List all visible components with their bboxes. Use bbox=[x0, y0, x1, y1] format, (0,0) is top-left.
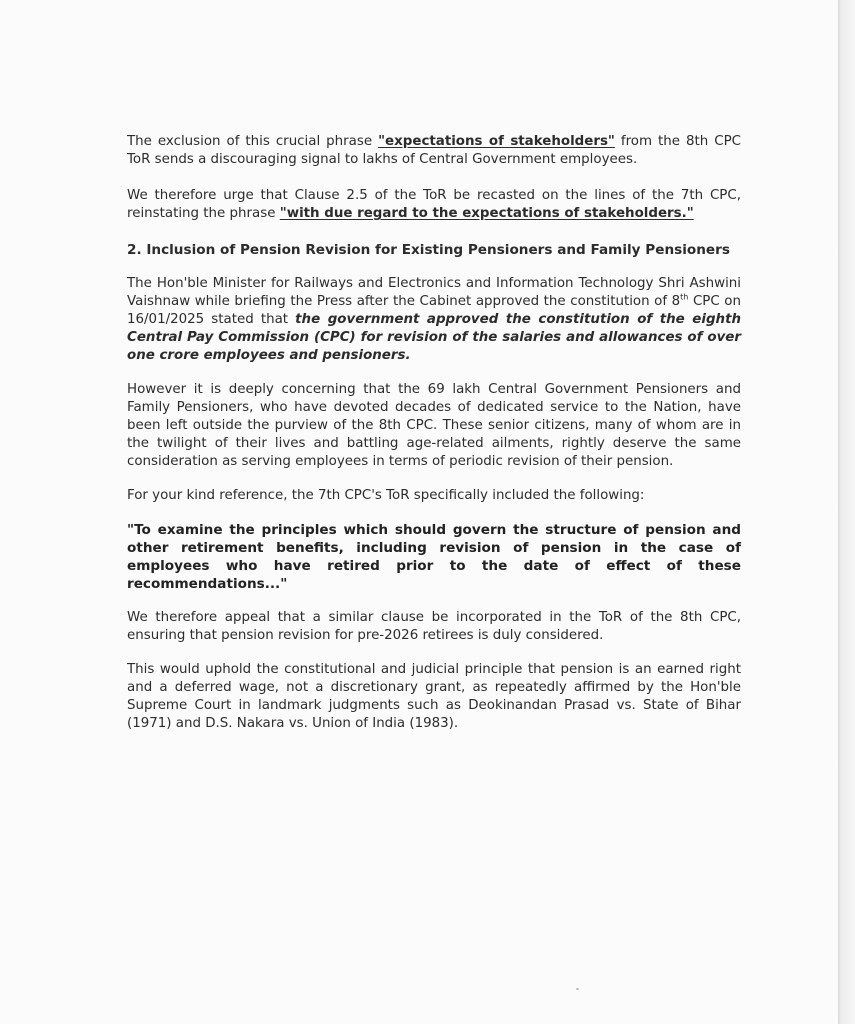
paragraph-urge-recast bbox=[127, 187, 741, 223]
paragraph-pensioners-concern: However it is deeply concerning that the 69 lakh Central Government Pensioners and Family Pensioners, who have devoted decades of dedicated service to the Nation, have been left outside the purview of the 8th CPC. These senior citizens, many of whom are in the twilight of their lives and battling age-related ailments, rightly deserve the same consideration as serving employees in terms of periodic revision of their pension. bbox=[127, 382, 741, 469]
phrase-due-regard: "with due regard to the expectations of stakeholders." bbox=[279, 206, 694, 221]
minister-quote-emphasis: the government approved the constitution of the eighth Central Pay Commission (CPC) for revision of the salaries and allowances of over one crore employees and pensioners. bbox=[127, 312, 741, 363]
quote-7th-cpc-tor: "To examine the principles which should govern the structure of pension and other retirement benefits, including revision of pension in the case of employees who have retired prior to the date of effect of these recommendations..." bbox=[127, 522, 741, 592]
exclusion-text-start: The exclusion of this crucial phrase bbox=[127, 134, 379, 149]
paragraph-appeal: We therefore appeal that a similar clause be incorporated in the ToR of the 8th CPC, ensuring that pension revision for pre-2026 retirees is duly considered. bbox=[127, 610, 741, 643]
paragraph-minister-statement bbox=[127, 275, 741, 365]
section-heading-pension-revision: 2. Inclusion of Pension Revision for Existing Pensioners and Family Pensioners bbox=[127, 242, 730, 258]
paragraph-constitutional-principle: This would uphold the constitutional and judicial principle that pension is an earned right and a deferred wage, not a discretionary grant, as repeatedly affirmed by the Hon'ble Supreme Court in landmark judgments such as Deokinandan Prasad vs. State of Bihar (1971) and D.S. Nakara vs. Union of India (1983). bbox=[127, 662, 741, 731]
page-edge-shadow bbox=[838, 0, 855, 1024]
paragraph-reference: For your kind reference, the 7th CPC's ToR specifically included the following: bbox=[127, 488, 645, 503]
urge-text: We therefore urge that Clause 2.5 of the ToR be recasted on the lines of the 7th CPC, reinstating the phrase bbox=[127, 188, 741, 221]
scan-speck bbox=[576, 988, 579, 990]
exclusion-text-end: from the 8th CPC ToR sends a discouraging signal to lakhs of Central Government employees. bbox=[127, 134, 741, 167]
phrase-expectations-of-stakeholders: "expectations of stakeholders" bbox=[378, 134, 615, 149]
ordinal-suffix: th bbox=[680, 292, 689, 302]
minister-text-middle: CPC on 16/01/2025 stated that bbox=[127, 294, 741, 327]
minister-text-start: The Hon'ble Minister for Railways and Electronics and Information Technology Shri Ashwini Vaishnaw while briefing the Press after the Cabinet approved the constitution of 8 bbox=[127, 276, 741, 309]
document-body bbox=[127, 133, 741, 733]
paragraph-exclusion bbox=[127, 133, 741, 169]
